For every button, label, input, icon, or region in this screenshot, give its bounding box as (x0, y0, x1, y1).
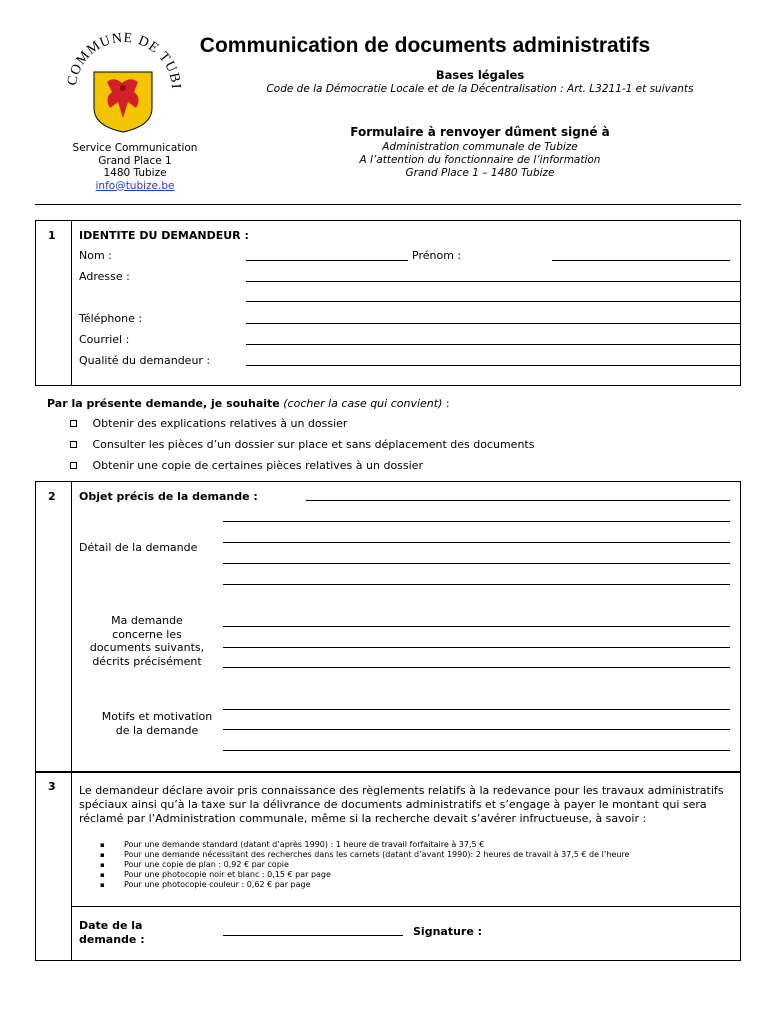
prenom-field[interactable] (552, 260, 730, 261)
documents-label (79, 614, 215, 668)
sender-address (40, 142, 230, 192)
option-checkbox[interactable] (70, 441, 77, 448)
fee-item: ▪ Pour une photocopie noir et blanc : 0,15 € par page (104, 870, 629, 880)
date-label (79, 919, 145, 947)
fee-list (104, 840, 629, 890)
date-label-line: Date de la (79, 919, 143, 932)
date-label-line: demande : (79, 933, 145, 946)
section-heading: IDENTITE DU DEMANDEUR : (79, 229, 249, 242)
documents-field[interactable] (223, 626, 730, 627)
adresse-label: Adresse : (79, 270, 130, 283)
page-title: Communication de documents administratifs (199, 34, 651, 57)
return-title: Formulaire à renvoyer dûment signé à (350, 125, 610, 139)
adresse-field[interactable] (246, 281, 740, 282)
column-divider (71, 220, 72, 386)
option-row (70, 459, 423, 472)
courriel-label: Courriel : (79, 333, 130, 346)
telephone-label: Téléphone : (79, 312, 143, 325)
return-address (230, 141, 730, 180)
motifs-label (79, 710, 235, 738)
courriel-field[interactable] (246, 344, 740, 345)
detail-field[interactable] (223, 542, 730, 543)
detail-field[interactable] (223, 563, 730, 564)
return-line: Administration communale de Tubize (382, 141, 578, 153)
option-checkbox[interactable] (70, 420, 77, 427)
signature-divider (72, 906, 740, 907)
sender-line: Grand Place 1 (98, 154, 172, 167)
column-divider (71, 772, 72, 961)
documents-field[interactable] (223, 647, 730, 648)
fee-item: ▪ Pour une copie de plan : 0,92 € par copie (104, 860, 629, 870)
documents-label-line: concerne les (112, 627, 182, 641)
qualite-field[interactable] (246, 365, 740, 366)
return-line: Grand Place 1 – 1480 Tubize (405, 167, 555, 179)
motifs-label-line: de la demande (115, 724, 199, 737)
section-number: 3 (48, 780, 56, 793)
sender-line: 1480 Tubize (103, 167, 167, 179)
signature-label: Signature : (413, 925, 483, 938)
request-intro-end: : (445, 397, 450, 410)
option-label: Obtenir des explications relatives à un dossier (92, 417, 348, 430)
detail-field[interactable] (223, 584, 730, 585)
motifs-field[interactable] (223, 750, 730, 751)
option-label: Obtenir une copie de certaines pièces relatives à un dossier (92, 459, 423, 472)
request-intro-bold: Par la présente demande, je souhaite (47, 397, 280, 410)
documents-label-line: documents suivants, (89, 641, 205, 654)
column-divider (71, 481, 72, 772)
request-intro-italic: (cocher la case qui convient) (283, 397, 443, 410)
nom-label: Nom : (79, 249, 112, 262)
motifs-field[interactable] (223, 729, 730, 730)
motifs-label-line: Motifs et motivation (101, 710, 213, 723)
legal-text: Code de la Démocratie Locale et de la Décentralisation : Art. L3211-1 et suivants (266, 83, 694, 95)
svg-text:COMMUNE DE TUBIZE: COMMUNE DE TUBI (65, 30, 184, 91)
detail-field[interactable] (223, 521, 730, 522)
legal-title: Bases légales (435, 68, 525, 82)
detail-label: Détail de la demande (79, 541, 198, 554)
declaration-text: Le demandeur déclare avoir pris connaissance des règlements relatifs à la redevance pour les travaux administratifs spéciaux ainsi qu’à la taxe sur la délivrance de documents administratifs et s’engage à payer le montant qui sera réclamé par l’Administration communale, même si la recherche devait s’avérer infructueuse, à savoir : (79, 784, 724, 825)
adresse-field-2[interactable] (246, 301, 740, 302)
email-link[interactable]: info@tubize.be (95, 179, 175, 192)
fee-item: ▪ Pour une demande nécessitant des recherches dans les carnets (datant d’avant 1990): 2 heures de travail à 37,5 € de l’heure (104, 850, 629, 860)
date-field[interactable] (223, 935, 403, 936)
motifs-field[interactable] (223, 709, 730, 710)
prenom-label: Prénom : (412, 249, 462, 262)
documents-label-line: décrits précisément (92, 654, 202, 668)
section-number: 1 (48, 229, 56, 242)
fee-item: ▪ Pour une photocopie couleur : 0,62 € par page (104, 880, 629, 890)
objet-label: Objet précis de la demande : (79, 490, 258, 503)
request-intro (47, 397, 450, 410)
documents-field[interactable] (223, 667, 730, 668)
section-number: 2 (48, 490, 56, 503)
sender-line: Service Communication (72, 142, 198, 154)
documents-label-line: Ma demande (111, 614, 183, 627)
option-checkbox[interactable] (70, 462, 77, 469)
option-label: Consulter les pièces d’un dossier sur place et sans déplacement des documents (92, 438, 535, 451)
qualite-label: Qualité du demandeur : (79, 354, 211, 367)
fee-item: ▪ Pour une demande standard (datant d’après 1990) : 1 heure de travail forfaitaire à 37,5 € (104, 840, 629, 850)
option-row (70, 438, 534, 451)
telephone-field[interactable] (246, 323, 740, 324)
objet-field[interactable] (306, 500, 730, 501)
header-divider (35, 204, 741, 205)
option-row (70, 417, 347, 430)
return-line: A l’attention du fonctionnaire de l’information (359, 154, 601, 166)
nom-field[interactable] (246, 260, 408, 261)
